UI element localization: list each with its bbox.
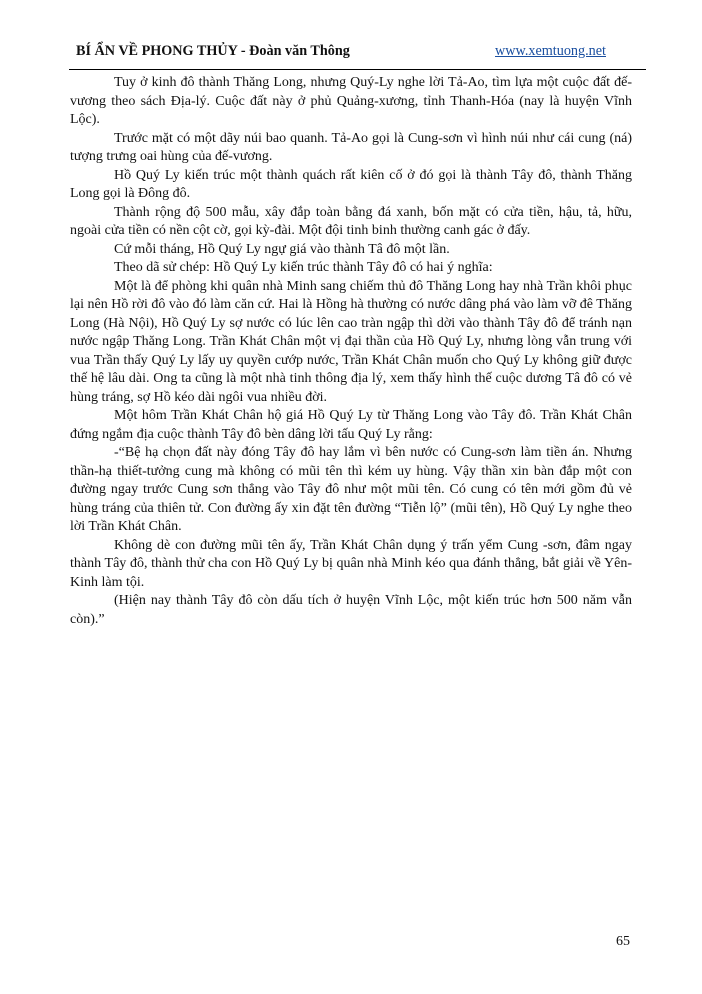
paragraph: (Hiện nay thành Tây đô còn dấu tích ở huyện Vĩnh Lộc, một kiến trúc hơn 500 năm vẫn còn).” <box>70 593 632 627</box>
header-title: BÍ ẨN VỀ PHONG THỦY - Đoàn văn Thông <box>76 43 350 59</box>
page-header <box>70 40 645 64</box>
paragraph: Không dè con đường mũi tên ấy, Trần Khát Chân dụng ý trấn yểm Cung -sơn, đâm ngay thành Tây đô, thành thử cha con Hồ Quý Ly bị quân nhà Minh kéo qua đánh thẳng, bắt giải về Yên-Kinh làm tội. <box>70 537 632 590</box>
paragraph: -“Bệ hạ chọn đất này đóng Tây đô hay lắm vì bên nước có Cung-sơn làm tiền án. Nhưng thần-hạ thiết-tưởng cung mà không có mũi tên thì kém uy hùng. Vậy thần xin bàn đắp một con đường ngay trước Cung sơn thẳng vào Tây đô như một mũi tên. Có cung có tên mới gồm đủ vẻ hùng tráng của thiên tử. Con đường ấy xin đặt tên đường “Tiễn lộ” (mũi tên), Hồ Quý Ly nghe theo lời Trần Khát Chân. <box>70 445 632 534</box>
paragraph: Trước mặt có một dãy núi bao quanh. Tả-Ao gọi là Cung-sơn vì hình núi như cái cung (ná) tượng trưng oai hùng của đế-vương. <box>70 130 632 164</box>
paragraph: Một là để phòng khi quân nhà Minh sang chiếm thủ đô Thăng Long hay nhà Trần khôi phục lại nên Hồ rời đô vào đó làm căn cứ. Hai là Hồng hà thường có nước dâng phá vào làm vỡ đê Thăng Long (Hà Nội), Hồ Quý Ly sợ nước có lúc lên cao tràn ngập thì dời vào thành Tây đô để tránh nạn nước ngập Thăng Long. Trần Khát Chân một vị đại thần của Hồ Quý Ly, nhưng lòng vẫn trung với vua Trần thấy Quý Ly lấy uy quyền cướp nước, Trần Khát Chân muốn cho Quý Ly không giữ được thế hệ lâu dài. Ong ta cũng là một nhà tinh thông địa lý, xem thấy hình thế cuộc dương Tâ đô có vẻ hùng tráng, sợ Hồ kéo dài ngôi vua nhiều đời. <box>70 278 632 405</box>
paragraph: Hồ Quý Ly kiến trúc một thành quách rất kiên cố ở đó gọi là thành Tây đô, thành Thăng Long gọi là Đông đô. <box>70 167 632 201</box>
header-divider <box>69 69 646 70</box>
paragraph: Cứ mỗi tháng, Hồ Quý Ly ngự giá vào thành Tâ đô một lần. <box>114 241 450 257</box>
header-url-link[interactable]: www.xemtuong.net <box>495 43 606 59</box>
paragraph: Thành rộng độ 500 mẫu, xây đắp toàn bằng đá xanh, bốn mặt có cửa tiền, hậu, tả, hữu, ngoài cửa tiền có nền cột cờ, gọi kỳ-đài. Một đội tinh binh thường canh gác ở đấy. <box>70 204 632 238</box>
document-body <box>70 74 632 629</box>
paragraph: Theo dã sử chép: Hồ Quý Ly kiến trúc thành Tây đô có hai ý nghĩa: <box>114 260 493 275</box>
page-number: 65 <box>616 934 630 949</box>
paragraph: Tuy ở kinh đô thành Thăng Long, nhưng Quý-Ly nghe lời Tả-Ao, tìm lựa một cuộc đất đế-vương theo sách Địa-lý. Cuộc đất này ở phủ Quảng-xương, tỉnh Thanh-Hóa (nay là huyện Vĩnh Lộc). <box>70 75 632 127</box>
paragraph: Một hôm Trần Khát Chân hộ giá Hồ Quý Ly từ Thăng Long vào Tây đô. Trần Khát Chân đứng ngắm địa cuộc thành Tây đô bèn dâng lời tấu Quý Ly rằng: <box>70 408 632 442</box>
